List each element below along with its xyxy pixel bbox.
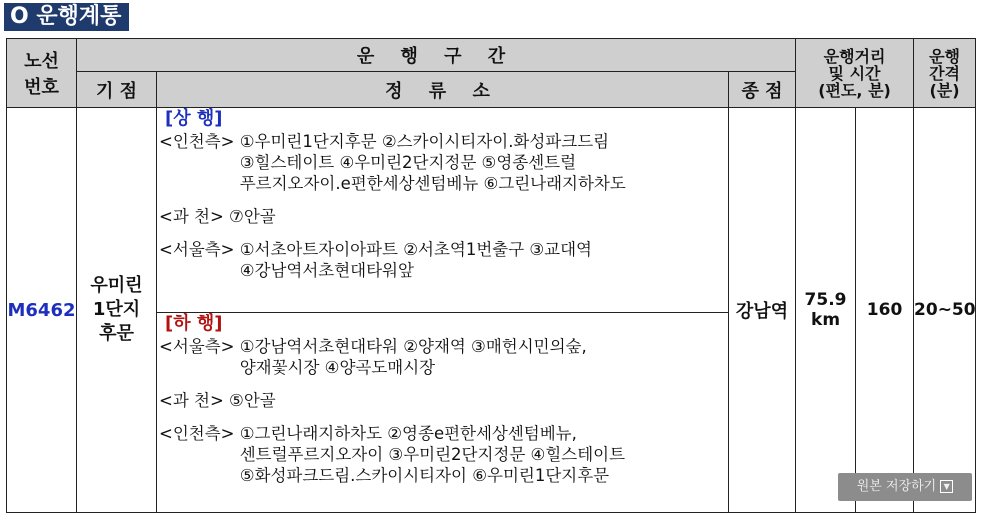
down-seoul-l1: ①강남역서초현대타워 ②양재역 ③매헌시민의숲, bbox=[239, 337, 587, 356]
up-incheon-stops bbox=[240, 131, 728, 194]
down-incheon-l3: ⑤화성파크드림.스카이시티자이 ⑥우미린1단지후문 bbox=[239, 466, 610, 485]
save-original-label: 원본 저장하기 bbox=[856, 479, 937, 494]
down-seoul bbox=[157, 336, 728, 378]
header-section-label: 운 행 구 간 bbox=[356, 46, 516, 67]
dropdown-box-icon: ▼ bbox=[940, 480, 953, 493]
header-interval-l1: 운행 bbox=[929, 46, 960, 66]
route-row bbox=[7, 108, 976, 513]
route-number bbox=[7, 108, 77, 513]
down-incheon-label: <인천측> bbox=[159, 424, 240, 443]
header-distance-l3: (편도, 분) bbox=[818, 80, 891, 100]
header-origin-label: 기 점 bbox=[95, 80, 138, 102]
header-stops bbox=[157, 72, 729, 108]
route-number-text: M6462 bbox=[7, 299, 76, 321]
route-distance bbox=[796, 108, 856, 513]
header-distance-l2: 및 시간 bbox=[828, 63, 881, 83]
up-incheon-l3: 푸르지오자이.e편한세상센텀베뉴 ⑥그린나래지하차도 bbox=[239, 174, 626, 193]
down-gwacheon-stops: ⑤안골 bbox=[229, 391, 276, 410]
route-stops bbox=[157, 108, 729, 513]
interval-value: 20~50 bbox=[914, 300, 976, 320]
header-destination-label: 종 점 bbox=[741, 80, 783, 102]
down-seoul-l2: 양재꽃시장 ④양곡도매시장 bbox=[239, 358, 436, 377]
time-value: 160 bbox=[866, 300, 903, 320]
origin-l2: 1단지 bbox=[92, 299, 141, 320]
header-route-no-l2: 번호 bbox=[24, 77, 59, 98]
header-interval-l3: (분) bbox=[929, 80, 960, 100]
origin-l3: 후문 bbox=[99, 323, 134, 344]
up-label: [상 행] bbox=[165, 108, 223, 129]
down-incheon-l1: ①그린나래지하차도 ②영종e편한세상센텀베뉴, bbox=[239, 424, 577, 443]
up-seoul bbox=[157, 239, 728, 281]
down-direction bbox=[157, 313, 728, 486]
down-gwacheon-label: <과 천> bbox=[159, 391, 230, 410]
route-destination bbox=[729, 108, 796, 513]
down-incheon-stops bbox=[240, 423, 728, 486]
down-gwacheon bbox=[157, 390, 728, 411]
header-interval-l2: 간격 bbox=[929, 63, 960, 83]
header-route-no-l1: 노선 bbox=[24, 51, 59, 72]
up-seoul-label: <서울측> bbox=[159, 240, 240, 259]
section-title: O 운행계통 bbox=[4, 3, 129, 31]
up-seoul-l2: ④강남역서초현대타워앞 bbox=[239, 261, 414, 280]
up-seoul-l1: ①서초아트자이아파트 ②서초역1번출구 ③교대역 bbox=[239, 240, 592, 259]
up-gwacheon-label: <과 천> bbox=[159, 207, 230, 226]
distance-unit: km bbox=[811, 310, 841, 330]
origin-l1: 우미린 bbox=[90, 275, 143, 296]
up-incheon bbox=[157, 131, 728, 194]
save-original-button[interactable] bbox=[838, 473, 972, 501]
header-route-no bbox=[7, 39, 77, 108]
header-distance bbox=[796, 39, 914, 108]
down-seoul-label: <서울측> bbox=[159, 337, 240, 356]
up-incheon-l1: ①우미린1단지후문 ②스카이시티자이.화성파크드림 bbox=[239, 132, 610, 151]
up-seoul-stops bbox=[240, 239, 728, 281]
header-section bbox=[77, 39, 796, 72]
header-interval bbox=[914, 39, 976, 108]
header-distance-l1: 운행거리 bbox=[823, 46, 886, 66]
up-gwacheon-stops: ⑦안골 bbox=[229, 207, 276, 226]
up-direction bbox=[157, 108, 728, 308]
down-incheon-l2: 센트럴푸르지오자이 ③우미린2단지정문 ④힐스테이트 bbox=[239, 445, 626, 464]
route-time bbox=[856, 108, 914, 513]
up-incheon-label: <인천측> bbox=[159, 132, 240, 151]
header-origin bbox=[77, 72, 157, 108]
header-stops-label: 정 류 소 bbox=[385, 80, 500, 102]
distance-value: 75.9 bbox=[804, 290, 847, 310]
header-row-1 bbox=[7, 39, 976, 72]
down-label: [하 행] bbox=[165, 313, 223, 334]
header-destination bbox=[729, 72, 796, 108]
down-seoul-stops bbox=[240, 336, 728, 378]
down-incheon bbox=[157, 423, 728, 486]
route-interval bbox=[914, 108, 976, 513]
destination-text: 강남역 bbox=[735, 301, 789, 322]
up-incheon-l2: ③힐스테이트 ④우미린2단지정문 ⑤영종센트럴 bbox=[239, 153, 577, 172]
route-origin bbox=[77, 108, 157, 513]
route-table bbox=[6, 38, 976, 513]
up-gwacheon bbox=[157, 206, 728, 227]
